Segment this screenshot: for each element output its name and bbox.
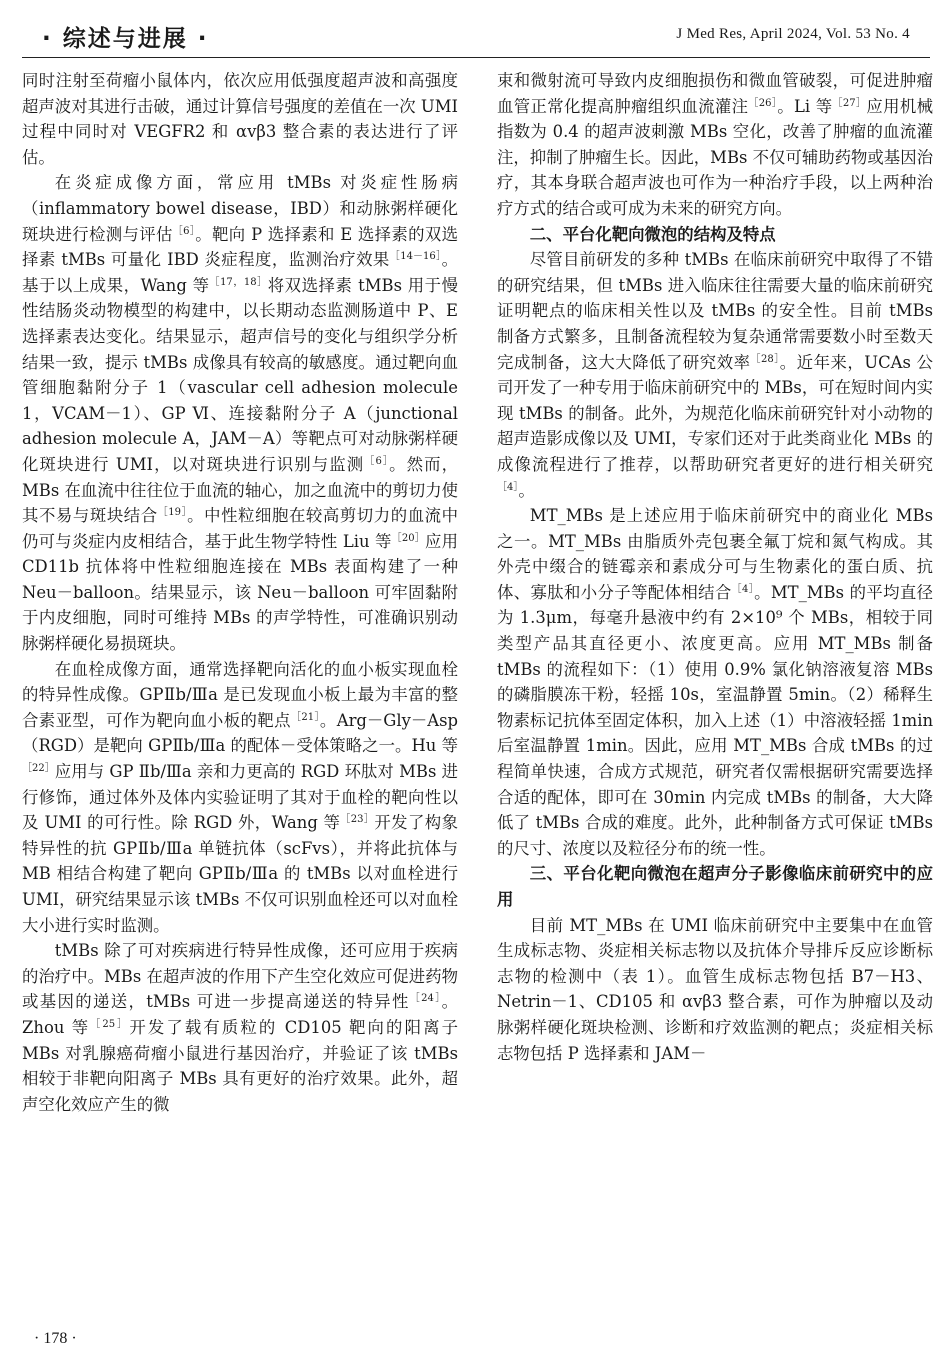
- header-rule: [22, 57, 930, 58]
- citation: ［19］: [157, 507, 188, 519]
- citation: ［20］: [391, 532, 425, 544]
- paragraph: MT_MBs 是上述应用于临床前研究中的商业化 MBs 之一。MT_MBs 由脂质外壳包裹全氟丁烷和氮气构成。其外壳中缀合的链霉亲和素成分可与生物素化的蛋白质、抗体、寡肽和小分子等配体相结合$^{[4]}$。MT_MBs 的平均直径为 1.3μm，每毫升悬液中约有 2×10⁹ 个 MBs，相较于同类型产品其直径更小、浓度更高。应用 MT_MBs 制备 tMBs 的流程如下：（1）使用 0.9% 氯化钠溶液复溶 MBs 的磷脂膜冻干粉，轻摇 10s，室温静置 5min。（2）稀释生物素标记抗体至固定体积，加入上述（1）中溶液轻摇 1min后室温静置 1min。因此，应用 MT_MBs 合成 tMBs 的过程简单快速，合成方式规范，研究者仅需根据研究需要选择合适的配体，即可在 30min 内完成 tMBs 的制备，大大降低了 tMBs 合成的难度。此外，此种制备方式可保证 tMBs 的尺寸、浓度以及粒径分布的统一性。: [497, 506, 933, 858]
- paragraph: 在炎症成像方面，常应用 tMBs 对炎症性肠病（inflammatory bowel disease，IBD）和动脉粥样硬化斑块进行检测与评估$^{[6]}$。靶向 P 选择素和 E 选择素的双选择素 tMBs 可量化 IBD 炎症程度，监测治疗效果$^{[14-16]}$。基于以上成果，Wang 等$^{[17,18]}$将双选择素 tMBs 用于慢性结肠炎动物模型的构建中，以长期动态监测肠道中 P、E 选择素表达变化。结果显示，超声信号的变化与组织学分析结果一致，提示 tMBs 成像具有较高的敏感度。通过靶向血管细胞黏附分子 1（vascular cell adhesion molecule 1，VCAM－1）、GP Ⅵ、连接黏附分子 A（junctional adhesion molecule A，JAM－A）等靶点可对动脉粥样硬化斑块进行 UMI，以对斑块进行识别与监测$^{[6]}$。然而，MBs 在血流中往往位于血流的轴心，加之血流中的剪切力使其不易与斑块结合$^{[19]}$。中性粒细胞在较高剪切力的血流中仍可与炎症内皮相结合，基于此生物学特性 Liu 等$^{[20]}$应用 CD11b 抗体将中性粒细胞连接在 MBs 表面构建了一种 Neu－balloon。结果显示，该 Neu－balloon 可牢固黏附于内皮细胞，同时可维持 MBs 的声学特性，可准确识别动脉粥样硬化易损斑块。: [22, 173, 458, 654]
- section-title: · 综述与进展 ·: [42, 26, 209, 52]
- citation: ［6］: [364, 455, 390, 467]
- citation: ［25］: [90, 1018, 130, 1030]
- citation: ［26］: [748, 97, 778, 109]
- citation: ［4］: [497, 481, 519, 493]
- running-header: [0, 0, 950, 62]
- citation: ［23］: [340, 814, 375, 826]
- citation: ［17，18］: [209, 276, 268, 288]
- citation: ［6］: [172, 225, 196, 237]
- left-column: [22, 68, 458, 1326]
- journal-info: J Med Res, April 2024, Vol. 53 No. 4: [676, 26, 910, 42]
- section-heading: 三、平台化靶向微泡在超声分子影像临床前研究中的应用: [497, 864, 933, 909]
- paragraph: 目前 MT_MBs 在 UMI 临床前研究中主要集中在血管生成标志物、炎症相关标志物以及抗体介导排斥反应诊断标志物的检测中（表 1）。血管生成标志物包括 B7－H3、Netrin－1、CD105 和 αvβ3 整合素，可作为肿瘤以及动脉粥样硬化斑块检测、诊断和疗效监测的靶点；炎症相关标志物包括 P 选择素和 JAM－: [497, 915, 933, 1063]
- citation: ［28］: [750, 353, 780, 365]
- citation: ［27］: [832, 97, 867, 109]
- right-column: [497, 68, 933, 1326]
- citation: ［22］: [22, 763, 55, 775]
- citation: ［21］: [290, 711, 320, 723]
- citation: ［24］: [409, 993, 442, 1005]
- paragraph: 束和微射流可导致内皮细胞损伤和微血管破裂，可促进肿瘤血管正常化提高肿瘤组织血流灌注$^{[26]}$。Li 等$^{[27]}$应用机械指数为 0.4 的超声波刺激 MBs 空化，改善了肿瘤的血流灌注，抑制了肿瘤生长。因此，MBs 不仅可辅助药物或基因治疗，其本身联合超声波也可作为一种治疗手段，以上两种治疗方式的结合或可成为未来的研究方向。: [497, 71, 933, 218]
- paragraph: 尽管目前研发的多种 tMBs 在临床前研究中取得了不错的研究结果，但 tMBs 进入临床往往需要大量的临床前研究证明靶点的临床相关性以及 tMBs 的安全性。目前 tMBs 制备方式繁多，且制备流程较为复杂通常需要数小时至数天完成制备，这大大降低了研究效率$^{[28]}$。近年来，UCAs 公司开发了一种专用于临床前研究中的 MBs，可在短时间内实现 tMBs 的制备。此外，为规范化临床前研究针对小动物的超声造影成像以及 UMI，专家们还对于此类商业化 MBs 的成像流程进行了推荐，以帮助研究者更好的进行相关研究$^{[4]}$。: [497, 250, 933, 500]
- citation: ［14－16］: [389, 251, 442, 263]
- paragraph: 同时注射至荷瘤小鼠体内，依次应用低强度超声波和高强度超声波对其进行击破，通过计算信号强度的差值在一次 UMI 过程中同时对 VEGFR2 和 αvβ3 整合素的表达进行了评估。: [22, 71, 458, 167]
- section-heading: 二、平台化靶向微泡的结构及特点: [529, 224, 776, 244]
- paragraph: tMBs 除了可对疾病进行特异性成像，还可应用于疾病的治疗中。MBs 在超声波的作用下产生空化效应可促进药物或基因的递送，tMBs 可进一步提高递送的特异性$^{[24]}$。Zhou 等$^{[25]}$开发了载有质粒的 CD105 靶向的阳离子 MBs 对乳腺癌荷瘤小鼠进行基因治疗，并验证了该 tMBs 相较于非靶向阳离子 MBs 具有更好的治疗效果。此外，超声空化效应产生的微: [22, 941, 458, 1114]
- page-number: · 178 ·: [34, 1330, 77, 1347]
- paragraph: 在血栓成像方面，通常选择靶向活化的血小板实现血栓的特异性成像。GPⅡb/Ⅲa 是已发现血小板上最为丰富的整合素亚型，可作为靶向血小板的靶点$^{[21]}$。Arg－Gly－Asp（RGD）是靶向 GPⅡb/Ⅲa 的配体－受体策略之一。Hu 等$^{[22]}$应用与 GP Ⅱb/Ⅲa 亲和力更高的 RGD 环肽对 MBs 进行修饰，通过体外及体内实验证明了其对于血栓的靶向性以及 UMI 的可行性。除 RGD 外，Wang 等$^{[23]}$开发了构象特异性的抗 GPⅡb/Ⅲa 单链抗体（scFvs），并将此抗体与 MB 相结合构建了靶向 GPⅡb/Ⅲa 的 tMBs 以对血栓进行 UMI，研究结果显示该 tMBs 不仅可识别血栓还可以对血栓大小进行实时监测。: [22, 659, 458, 935]
- citation: ［4］: [731, 583, 755, 595]
